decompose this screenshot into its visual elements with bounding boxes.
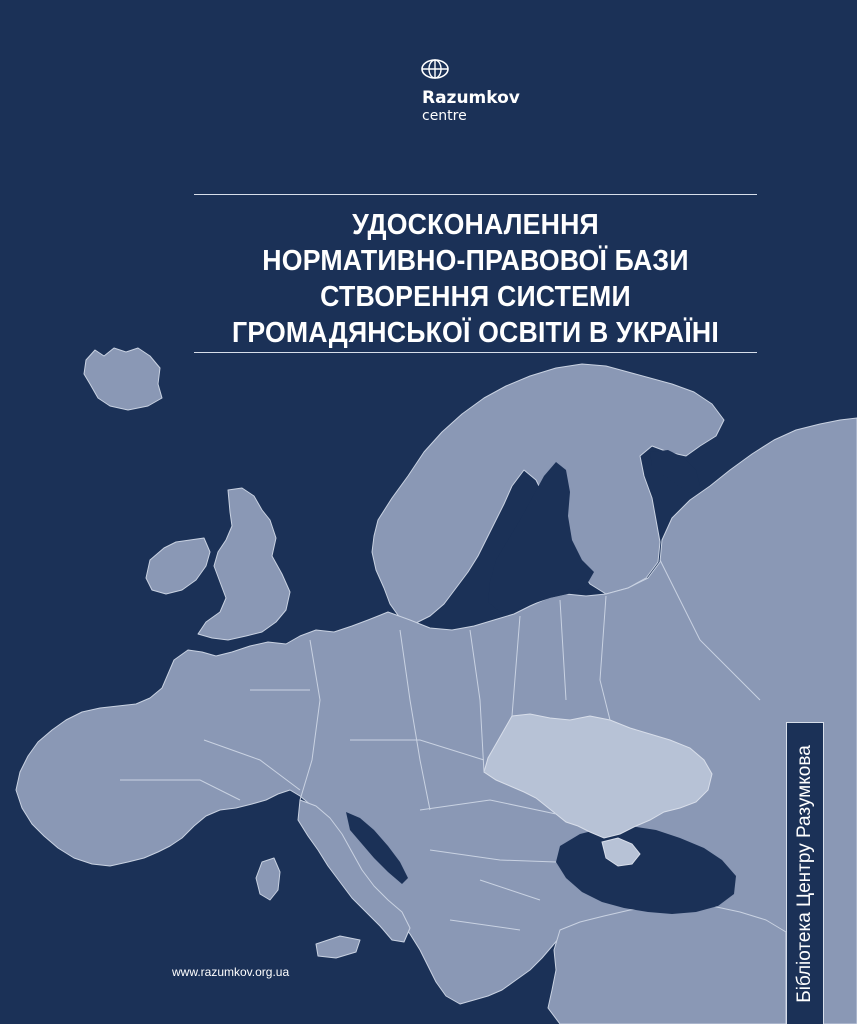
iceland-shape bbox=[84, 348, 162, 410]
white-sea-shape bbox=[650, 450, 700, 494]
title-bottom-rule bbox=[194, 352, 757, 353]
logo-subtitle: centre bbox=[422, 108, 467, 124]
sardinia-shape bbox=[256, 858, 280, 900]
title-line: НОРМАТИВНО-ПРАВОВОЇ БАЗИ bbox=[262, 245, 689, 277]
logo-name: Razumkov bbox=[422, 88, 520, 108]
anatolia-shape bbox=[548, 904, 786, 1024]
series-label-box bbox=[786, 722, 824, 1024]
series-label: Бібліотека Центру Разумкова bbox=[794, 744, 815, 1003]
title-line: УДОСКОНАЛЕННЯ bbox=[352, 209, 599, 241]
document-title bbox=[217, 207, 735, 351]
globe-icon bbox=[420, 58, 450, 80]
title-line: ГРОМАДЯНСЬКОЇ ОСВІТИ В УКРАЇНІ bbox=[232, 317, 719, 349]
title-top-rule bbox=[194, 194, 757, 195]
website-link[interactable]: www.razumkov.org.ua bbox=[172, 965, 290, 979]
great-britain-shape bbox=[198, 488, 290, 640]
ireland-shape bbox=[146, 538, 210, 594]
sicily-shape bbox=[316, 936, 360, 958]
title-line: СТВОРЕННЯ СИСТЕМИ bbox=[320, 281, 631, 313]
